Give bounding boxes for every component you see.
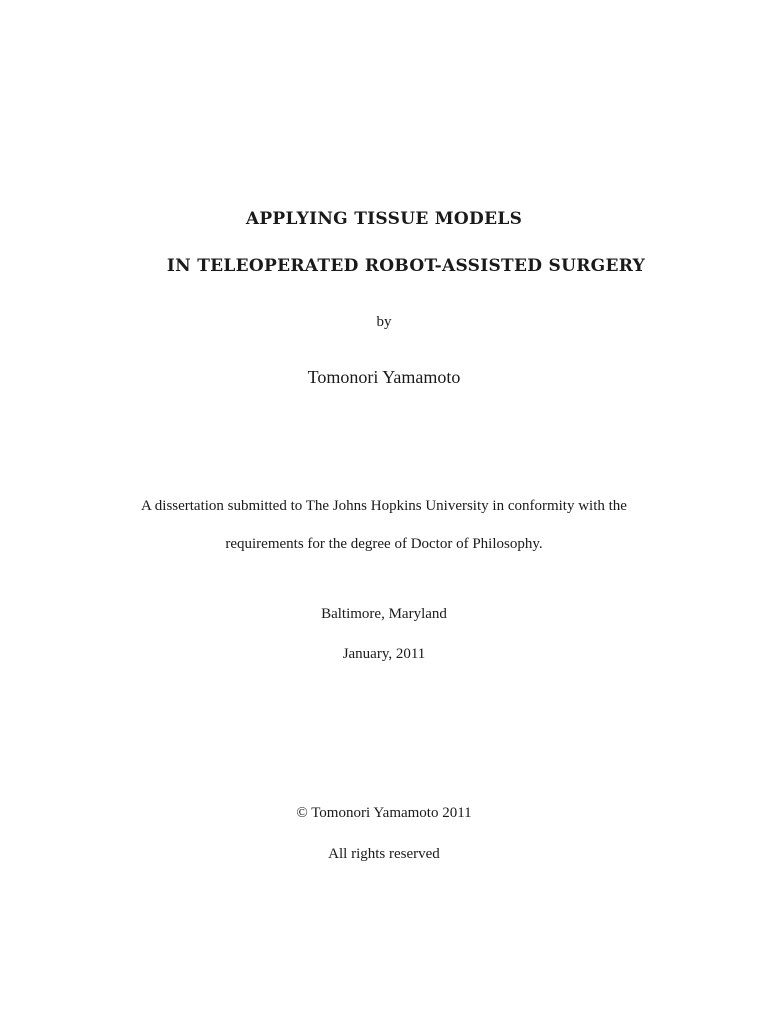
title-line-1: APPLYING TISSUE MODELS [245,209,523,229]
author-name: Tomonori Yamamoto [307,367,461,387]
rights-reserved: All rights reserved [328,846,440,862]
date: January, 2011 [342,646,426,662]
dissertation-statement-line-1: A dissertation submitted to The Johns Hopkins University in conformity with the [141,498,627,514]
copyright-notice: © Tomonori Yamamoto 2011 [296,805,472,821]
dissertation-statement-line-2: requirements for the degree of Doctor of Philosophy. [225,536,543,552]
location: Baltimore, Maryland [321,606,447,622]
by-label: by [376,314,392,330]
title-line-2: IN TELEOPERATED ROBOT-ASSISTED SURGERY [166,256,646,276]
